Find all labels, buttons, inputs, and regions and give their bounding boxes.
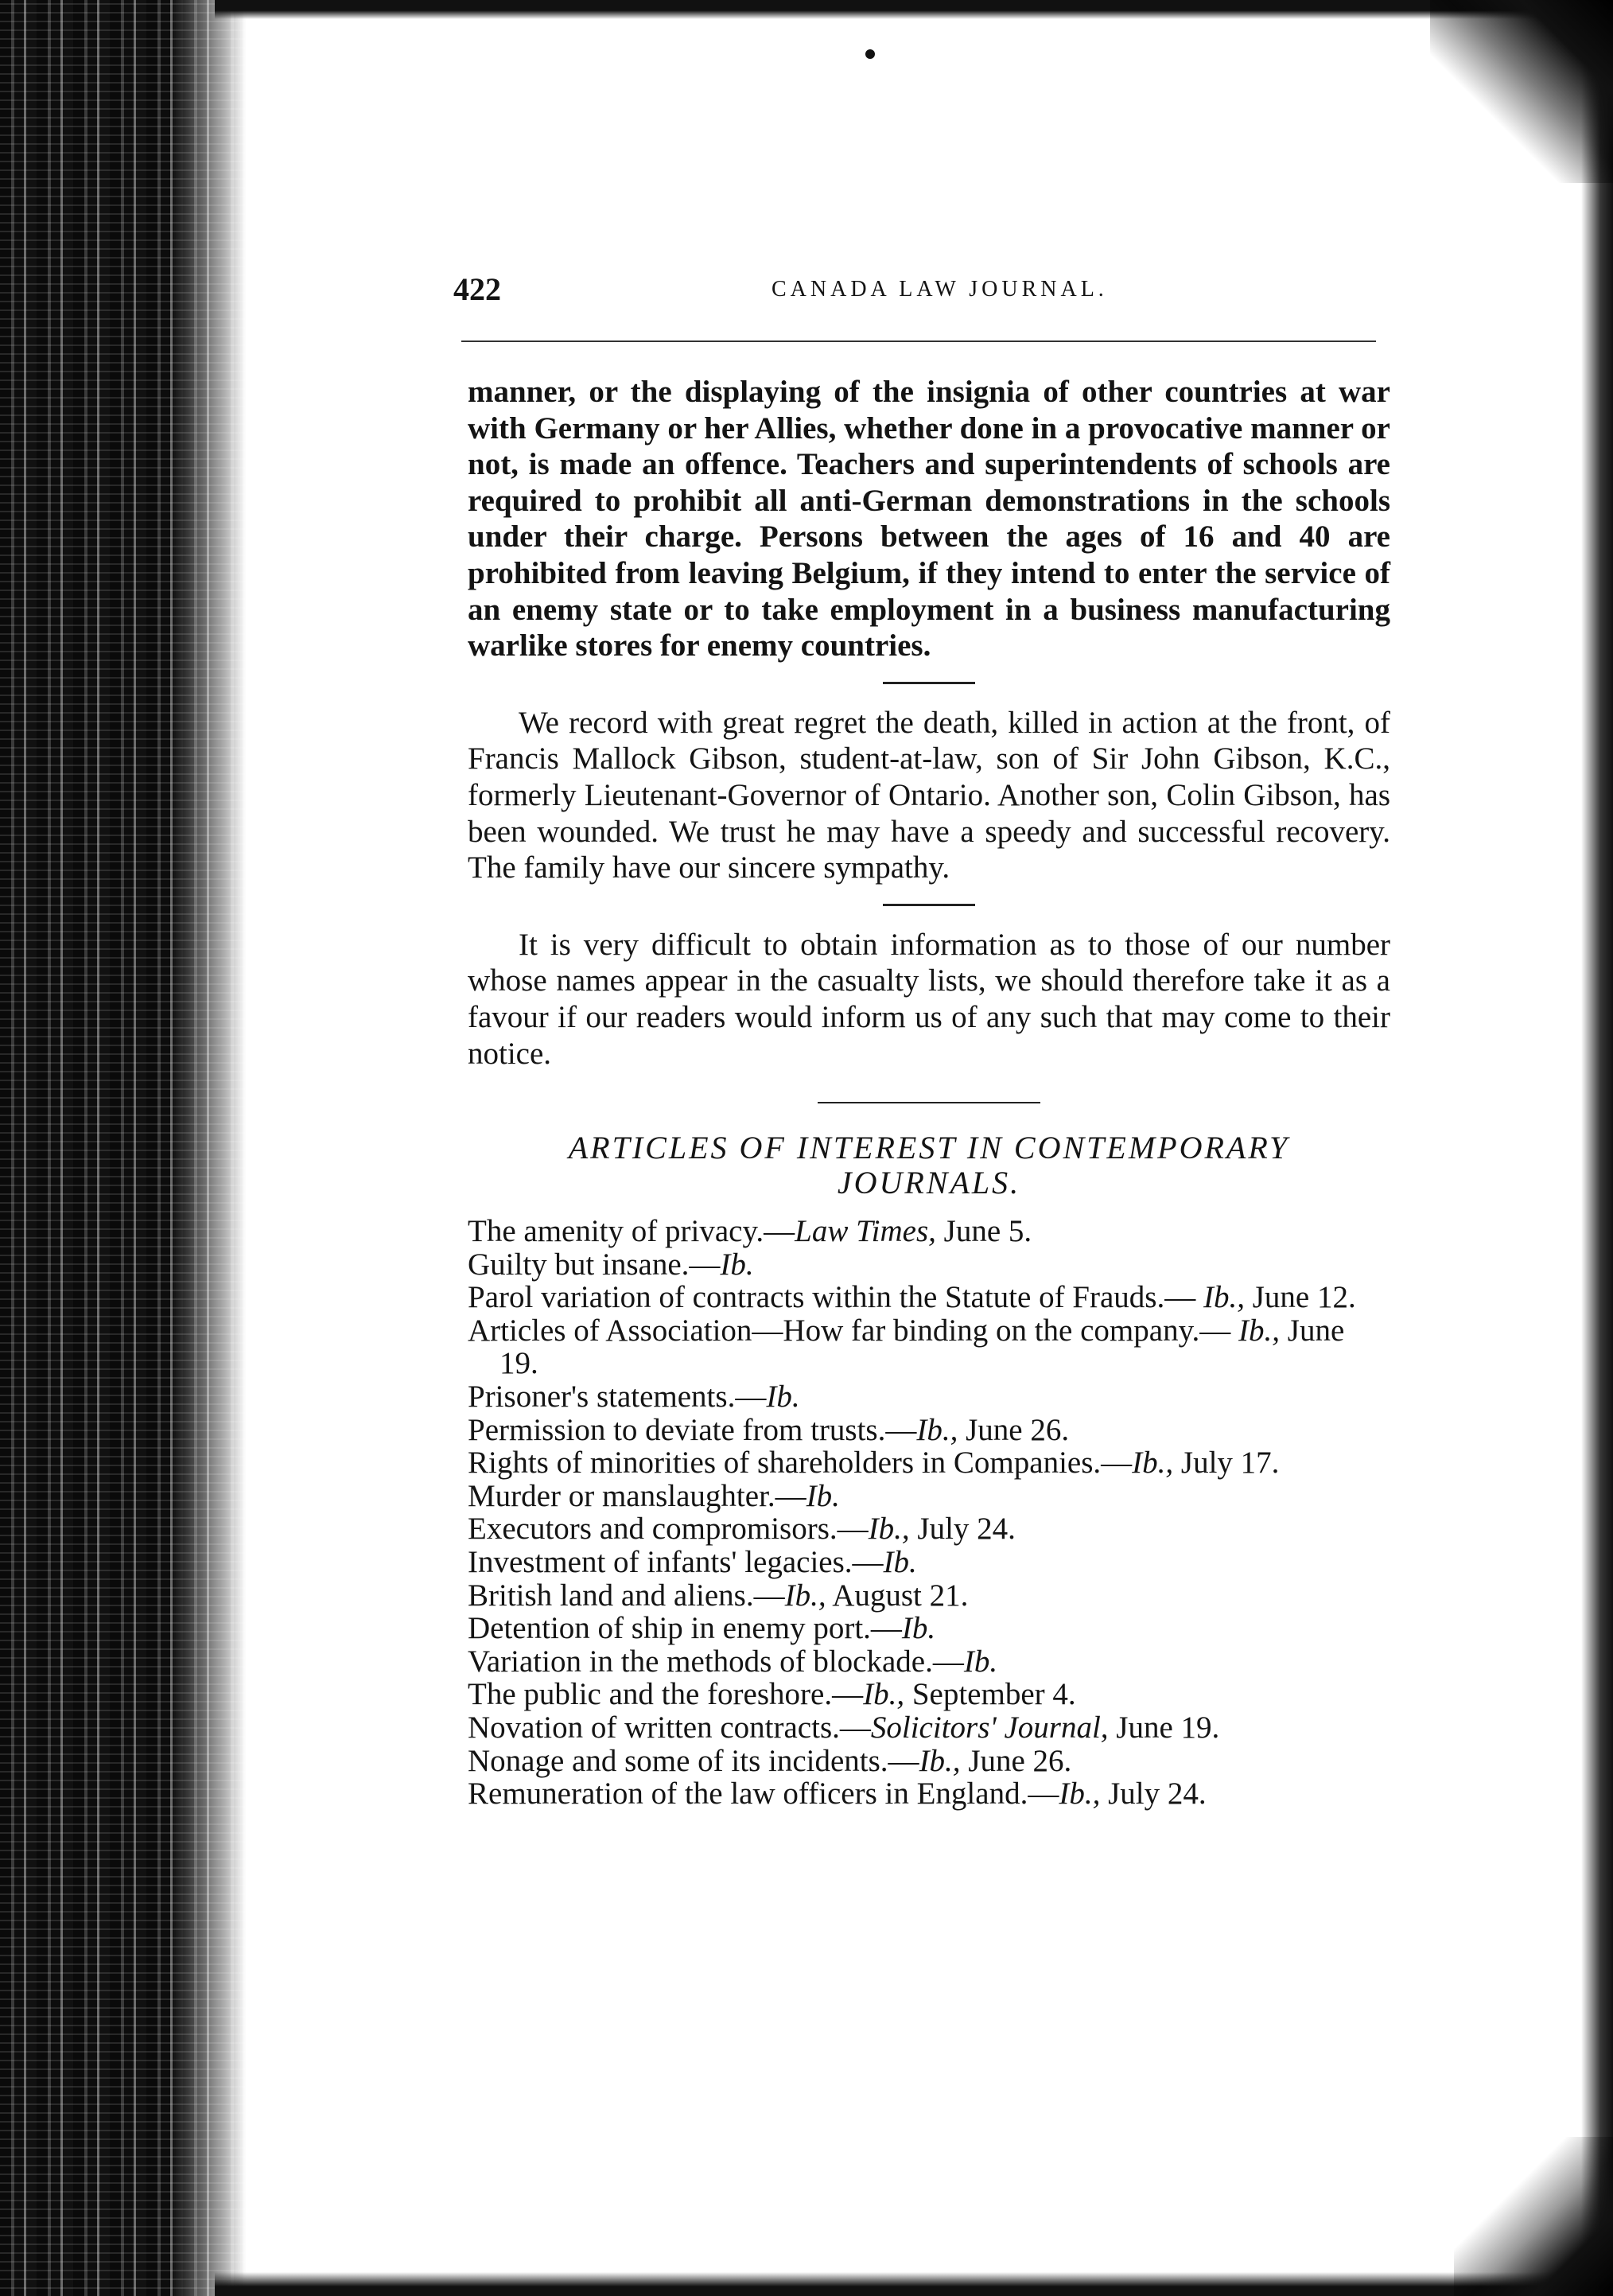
page-body xyxy=(468,374,1390,1811)
article-citation: Ib., xyxy=(868,1512,910,1547)
article-date: August 21. xyxy=(826,1578,969,1613)
article-citation: Solicitors' Journal, xyxy=(870,1710,1109,1745)
list-item xyxy=(468,1645,1390,1679)
article-title: Detention of ship in enemy port.— xyxy=(468,1611,902,1646)
list-item xyxy=(468,1579,1390,1613)
article-title: Parol variation of contracts within the Statute of Frauds.— xyxy=(468,1280,1203,1315)
article-citation: Ib., xyxy=(1238,1313,1281,1348)
article-citation: Ib. xyxy=(766,1380,800,1415)
article-title: Nonage and some of its incidents.— xyxy=(468,1743,919,1778)
article-date: June 19. xyxy=(499,1313,1345,1381)
scan-top-edge xyxy=(215,0,1613,19)
article-title: The public and the foreshore.— xyxy=(468,1677,864,1712)
article-title: Novation of written contracts.— xyxy=(468,1710,871,1745)
list-item xyxy=(468,1711,1390,1745)
scan-top-right-corner xyxy=(1430,0,1613,183)
article-citation: Ib. xyxy=(901,1611,936,1646)
article-citation: Ib., xyxy=(916,1412,958,1447)
article-date: June 26. xyxy=(958,1412,1070,1447)
article-citation: Ib. xyxy=(720,1247,754,1282)
article-citation: Ib., xyxy=(784,1578,826,1613)
article-date: June 12. xyxy=(1244,1280,1356,1315)
paragraph-casualty-lists: It is very difficult to obtain information as to those of our number whose names appear in the casualty lists, we should therefore take it as a favour if our readers would inform us of any such that may come to their notice. xyxy=(468,927,1390,1071)
binding-edge xyxy=(0,0,247,2296)
article-date: June 26. xyxy=(960,1743,1072,1778)
paragraph-belgium-decree: manner, or the displaying of the insignia of other countries at war with Germany or her Allies, whether done in a provocative manner or not, is made an offence. Teachers and superintendents of schools are required to prohibit all anti-German demonstrations in the schools under their charge. Persons between the ages of 16 and 40 are prohibited from leaving Belgium, if they intend to enter the service of an enemy state or to take employment in a business manufacturing warlike stores for enemy countries. xyxy=(468,375,1390,664)
article-title: Rights of minorities of shareholders in Companies.— xyxy=(468,1446,1133,1481)
article-list xyxy=(468,1215,1390,1811)
article-date: July 17. xyxy=(1173,1446,1280,1481)
header-rule xyxy=(461,341,1376,342)
article-title: Prisoner's statements.— xyxy=(468,1380,767,1415)
article-title: Remuneration of the law officers in England.— xyxy=(468,1776,1059,1812)
list-item xyxy=(468,1480,1390,1513)
article-citation: Ib., xyxy=(919,1743,961,1778)
list-item xyxy=(468,1512,1390,1546)
paragraph-gibson-obituary: We record with great regret the death, killed in action at the front, of Francis Mallock Gibson, student-at-law, son of Sir John Gibson, K.C., formerly Lieutenant-Governor of Ontario. Another son, Colin Gibson, has been wounded. We trust he may have a speedy and successful recovery. The family have our sincere sympathy. xyxy=(468,705,1390,885)
list-item xyxy=(468,1678,1390,1711)
article-title: Investment of infants' legacies.— xyxy=(468,1545,884,1580)
scan-bottom-right-corner xyxy=(1454,2137,1613,2296)
section-title: ARTICLES OF INTEREST IN CONTEMPORARY JOURNALS. xyxy=(568,1130,1290,1201)
section-separator xyxy=(883,904,975,906)
article-citation: Ib. xyxy=(963,1644,998,1679)
article-title: Variation in the methods of blockade.— xyxy=(468,1644,964,1679)
running-head: CANADA LAW JOURNAL. xyxy=(772,277,1108,302)
page-number: 422 xyxy=(453,271,501,307)
article-title: The amenity of privacy.— xyxy=(468,1214,795,1249)
article-date: July 24. xyxy=(1100,1776,1207,1812)
scan-right-edge xyxy=(1581,0,1613,2296)
page-header xyxy=(453,270,1376,318)
article-title: Articles of Association—How far binding on the company.— xyxy=(468,1313,1239,1348)
list-item xyxy=(468,1745,1390,1778)
list-item xyxy=(468,1248,1390,1282)
article-citation: Ib. xyxy=(806,1478,840,1513)
list-item xyxy=(468,1546,1390,1579)
scan-speck xyxy=(865,49,875,59)
article-title: Murder or manslaughter.— xyxy=(468,1478,806,1513)
article-citation: Ib., xyxy=(1059,1776,1101,1812)
list-item xyxy=(468,1446,1390,1480)
list-item xyxy=(468,1314,1390,1380)
article-title: British land and aliens.— xyxy=(468,1578,785,1613)
list-item xyxy=(468,1380,1390,1414)
article-citation: Ib., xyxy=(863,1677,905,1712)
article-date: June 19. xyxy=(1108,1710,1220,1745)
list-item xyxy=(468,1777,1390,1811)
article-citation: Ib., xyxy=(1132,1446,1174,1481)
list-item xyxy=(468,1281,1390,1314)
article-citation: Ib., xyxy=(1203,1280,1245,1315)
article-date: June 5. xyxy=(935,1214,1032,1249)
section-separator xyxy=(818,1102,1040,1103)
scan-bottom-edge xyxy=(215,2272,1613,2296)
list-item xyxy=(468,1414,1390,1447)
article-citation: Ib. xyxy=(883,1545,917,1580)
list-item xyxy=(468,1215,1390,1248)
section-separator xyxy=(883,682,975,684)
article-date: July 24. xyxy=(909,1512,1016,1547)
article-title: Guilty but insane.— xyxy=(468,1247,721,1282)
article-citation: Law Times, xyxy=(795,1214,936,1249)
article-title: Permission to deviate from trusts.— xyxy=(468,1412,917,1447)
article-title: Executors and compromisors.— xyxy=(468,1512,869,1547)
list-item xyxy=(468,1612,1390,1645)
article-date: September 4. xyxy=(904,1677,1076,1712)
